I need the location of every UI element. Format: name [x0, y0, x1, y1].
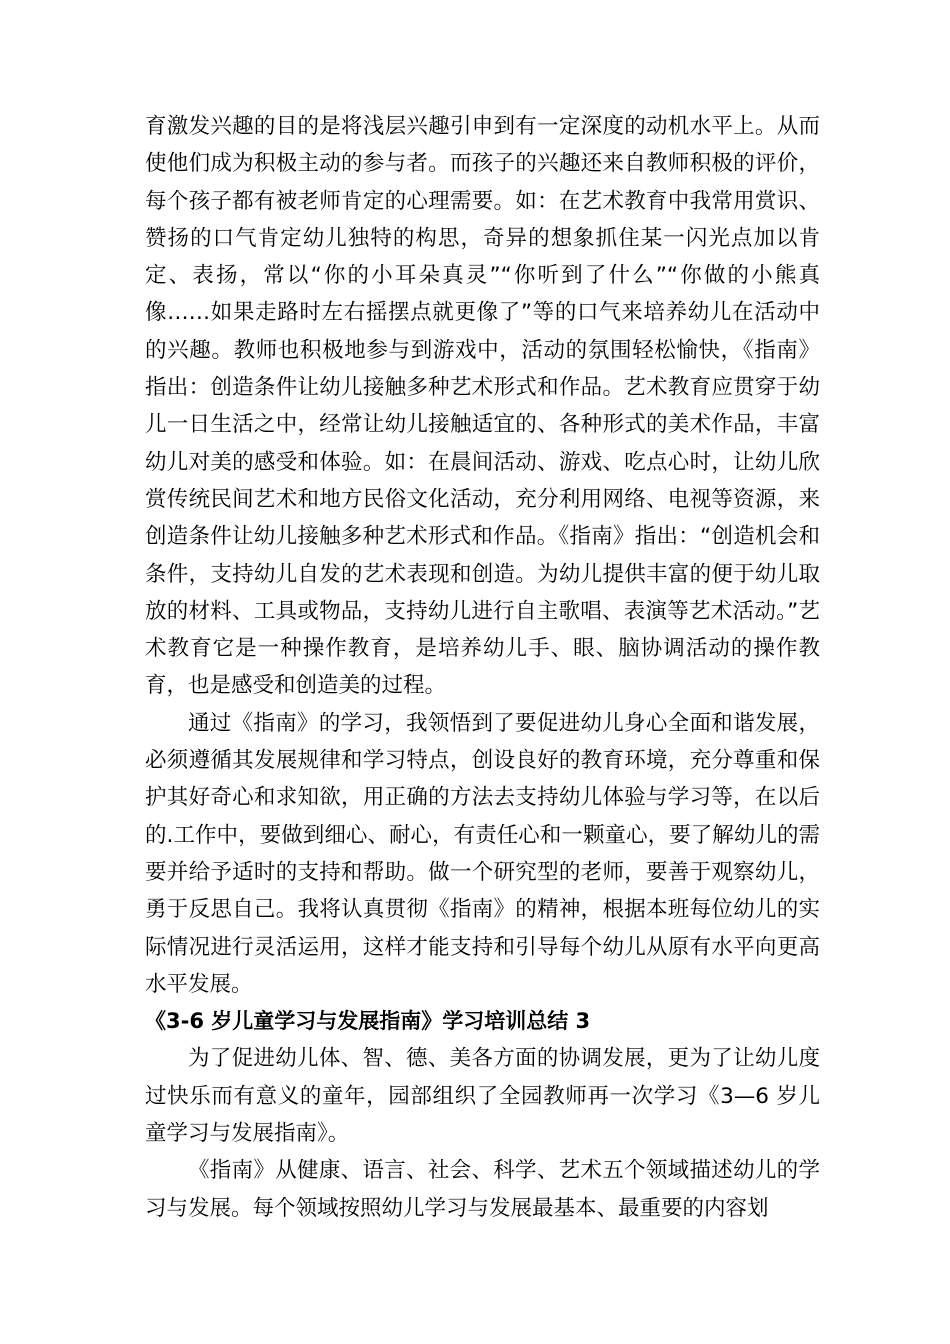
section-heading: 《3-6 岁儿童学习与发展指南》学习培训总结 3: [145, 1009, 591, 1034]
paragraph-training-intro: 为了促进幼儿体、智、德、美各方面的协调发展，更为了让幼儿度过快乐而有意义的童年，园部组织了全园教师再一次学习《3—6 岁儿童学习与发展指南》。: [145, 1046, 820, 1147]
paragraph-art-education: 育激发兴趣的目的是将浅层兴趣引申到有一定深度的动机水平上。从而使他们成为积极主动的参与者。而孩子的兴趣还来自教师积极的评价，每个孩子都有被老师肯定的心理需要。如：在艺术教育中我常用赏识、赞扬的口气肯定幼儿独特的构思，奇异的想象抓住某一闪光点加以肯定、表扬，常以“你的小耳朵真灵”“你听到了什么”“你做的小熊真像……如果走路时左右摇摆点就更像了”等的口气来培养幼儿在活动中的兴趣。教师也积极地参与到游戏中，活动的氛围轻松愉快，《指南》指出：创造条件让幼儿接触多种艺术形式和作品。艺术教育应贯穿于幼儿一日生活之中，经常让幼儿接触适宜的、各种形式的美术作品，丰富幼儿对美的感受和体验。如：在晨间活动、游戏、吃点心时，让幼儿欣赏传统民间艺术和地方民俗文化活动，充分利用网络、电视等资源，来创造条件让幼儿接触多种艺术形式和作品。《指南》指出：“创造机会和条件，支持幼儿自发的艺术表现和创造。为幼儿提供丰富的便于幼儿取放的材料、工具或物品，支持幼儿进行自主歌唱、表演等艺术活动。”艺术教育它是一种操作教育，是培养幼儿手、眼、脑协调活动的操作教育，也是感受和创造美的过程。: [145, 114, 820, 699]
paragraph-guide-domains: 《指南》从健康、语言、社会、科学、艺术五个领域描述幼儿的学习与发展。每个领域按照幼儿学习与发展最基本、最重要的内容划: [145, 1158, 820, 1221]
document-body: [145, 108, 820, 1227]
paragraph-study-reflection: 通过《指南》的学习，我领悟到了要促进幼儿身心全面和谐发展，必须遵循其发展规律和学习特点，创设良好的教育环境，充分尊重和保护其好奇心和求知欲，用正确的方法去支持幼儿体验与学习等，在以后的.工作中，要做到细心、耐心，有责任心和一颗童心，要了解幼儿的需要并给予适时的支持和帮助。做一个研究型的老师，要善于观察幼儿，勇于反思自己。我将认真贯彻《指南》的精神，根据本班每位幼儿的实际情况进行灵活运用，这样才能支持和引导每个幼儿从原有水平向更高水平发展。: [145, 710, 820, 997]
